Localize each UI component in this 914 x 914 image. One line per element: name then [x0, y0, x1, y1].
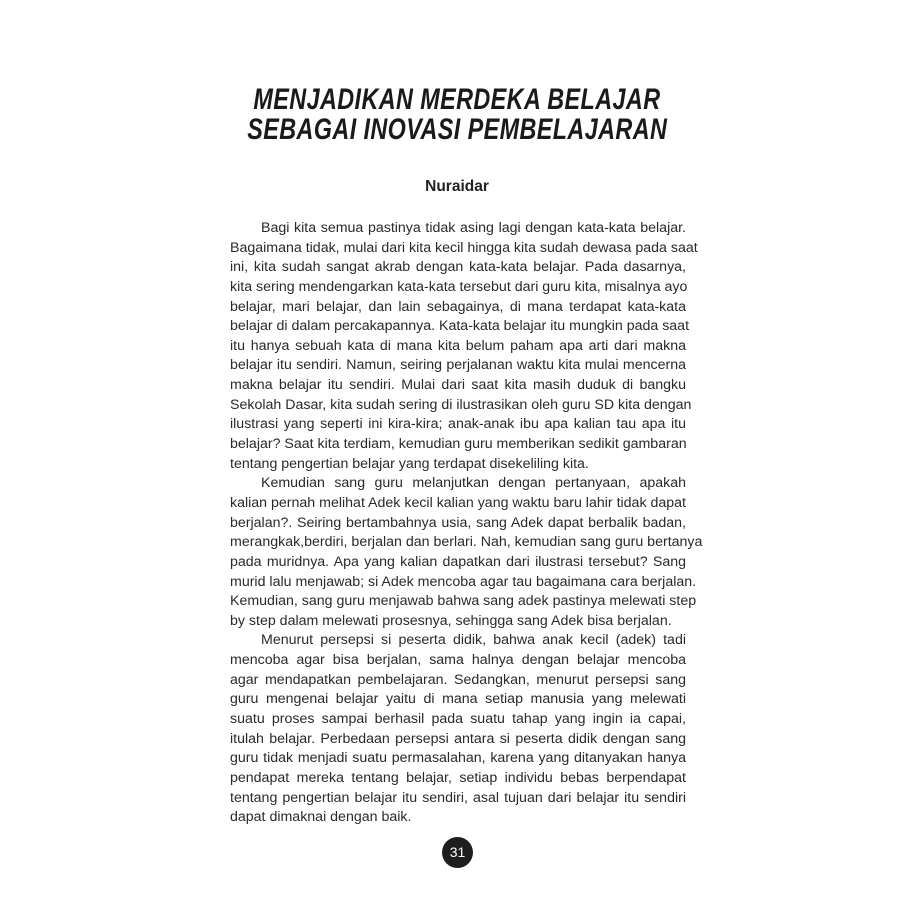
text-line: merangkak,berdiri, berjalan dan berlari. Nah, kemudian sang guru bertanya — [230, 534, 703, 551]
chapter-title-line-1 — [0, 85, 914, 115]
text-line: murid lalu menjawab; si Adek mencoba agar tau bagaimana cara berjalan. — [230, 573, 697, 590]
text-line: tentang pengertian belajar itu sendiri, asal tujuan dari belajar itu sendiri — [230, 789, 686, 806]
paragraph — [230, 474, 703, 631]
text-line: itulah belajar. Perbedaan persepsi antara si peserta didik dengan sang — [230, 730, 686, 747]
text-line: agar mendapatkan pembelajaran. Sedangkan, menurut persepsi sang — [230, 671, 686, 688]
text-line: guru tidak menjadi suatu permasalahan, karena yang ditanyakan hanya — [230, 750, 686, 767]
text-line: Menurut persepsi si peserta didik, bahwa anak kecil (adek) tadi — [261, 632, 686, 649]
chapter-title-text: SEBAGAI INOVASI PEMBELAJARAN — [246, 113, 668, 146]
text-line: suatu proses sampai berhasil pada suatu tahap yang ingin ia capai, — [230, 711, 686, 728]
text-line: belajar, mari belajar, dan lain sebagainya, di mana terdapat kata-kata — [230, 298, 686, 315]
page-number: 31 — [442, 837, 473, 868]
chapter-title-line-2 — [0, 115, 914, 145]
text-line: Kemudian sang guru melanjutkan dengan pertanyaan, apakah — [261, 475, 686, 492]
author-name: Nuraidar — [425, 178, 489, 195]
text-line: mencoba agar bisa berjalan, sama halnya dengan belajar mencoba — [230, 652, 686, 669]
text-line: pada muridnya. Apa yang kalian dapatkan dari ilustrasi tersebut? Sang — [230, 553, 686, 570]
text-line: guru mengenai belajar yaitu di mana setiap manusia yang melewati — [230, 691, 686, 708]
body-text — [230, 219, 703, 828]
text-line: tentang pengertian belajar yang terdapat disekeliling kita. — [230, 455, 589, 472]
text-line: kalian pernah melihat Adek kecil kalian yang waktu baru lahir tidak dapat — [230, 494, 686, 511]
text-line: ini, kita sudah sangat akrab dengan kata-kata belajar. Pada dasarnya, — [230, 259, 686, 276]
paragraph — [230, 219, 698, 474]
text-line: berjalan?. Seiring bertambahnya usia, sang Adek dapat berbalik badan, — [230, 514, 686, 531]
text-line: itu hanya sebuah kata di mana kita belum paham apa arti dari makna — [230, 337, 686, 354]
text-line: makna belajar itu sendiri. Mulai dari saat kita masih duduk di bangku — [230, 377, 686, 394]
chapter-title-text: MENJADIKAN MERDEKA BELAJAR — [253, 83, 661, 116]
text-line: belajar di dalam percakapannya. Kata-kata belajar itu mungkin pada saat — [230, 318, 690, 335]
text-line: Sekolah Dasar, kita sudah sering di ilustrasikan oleh guru SD kita dengan — [230, 396, 692, 413]
text-line: Bagi kita semua pastinya tidak asing lagi dengan kata-kata belajar. — [261, 220, 686, 236]
text-line: kita sering mendengarkan kata-kata tersebut dari guru kita, misalnya ayo — [230, 278, 688, 295]
text-line: Kemudian, sang guru menjawab bahwa sang adek pastinya melewati step — [230, 593, 697, 610]
text-line: dapat dimaknai dengan baik. — [230, 809, 412, 826]
text-line: belajar? Saat kita terdiam, kemudian guru memberikan sedikit gambaran — [230, 436, 687, 453]
text-line: pendapat mereka tentang belajar, setiap individu bebas berpendapat — [230, 769, 686, 786]
text-line: Bagaimana tidak, mulai dari kita kecil hingga kita sudah dewasa pada saat — [230, 239, 698, 256]
text-line: ilustrasi yang seperti ini kira-kira; anak-anak ibu apa kalian tau apa itu — [230, 416, 686, 433]
text-line: belajar itu sendiri. Namun, seiring perjalanan waktu kita mulai mencerna — [230, 357, 686, 374]
text-line: by step dalam melewati prosesnya, sehingga sang Adek bisa berjalan. — [230, 612, 672, 629]
paragraph — [230, 631, 686, 827]
